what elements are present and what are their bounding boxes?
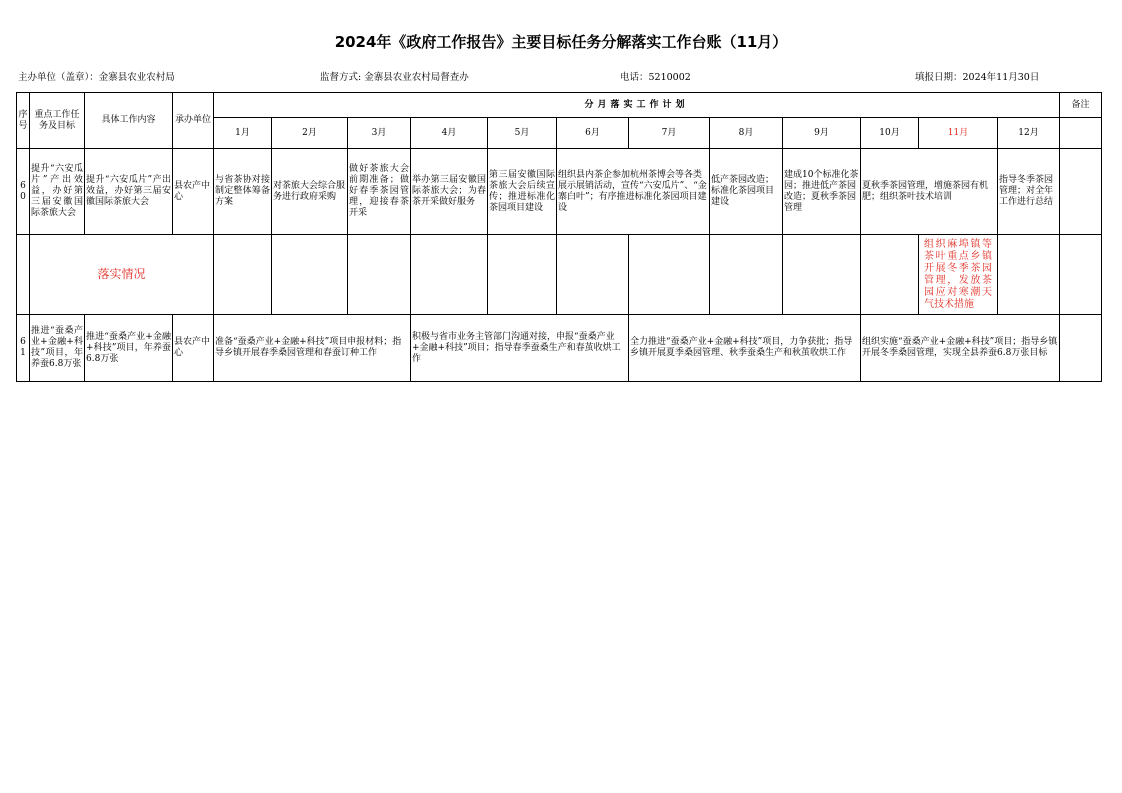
note-cell — [1060, 118, 1102, 149]
row-60-key-task: 提升“六安瓜片”产出效益，办好第三届安徽国际茶旅大会 — [30, 149, 85, 235]
row-60-unit: 县农产中心 — [173, 149, 214, 235]
supervision-method: 监督方式: 金寨县农业农村局督查办 — [320, 72, 469, 83]
header-month-12: 12月 — [998, 118, 1060, 149]
row-60-month-9: 建成10个标准化茶园；推进低产茶园改造；夏秋季茶园管理 — [783, 149, 861, 235]
status-note — [1060, 235, 1102, 315]
status-month-2 — [272, 235, 348, 315]
header-content: 具体工作内容 — [85, 93, 173, 149]
header-key-task: 重点工作任务及目标 — [30, 93, 85, 149]
header-month-1: 1月 — [214, 118, 272, 149]
header-seq: 序号 — [17, 93, 30, 149]
header-month-6: 6月 — [557, 118, 629, 149]
header-month-8: 8月 — [710, 118, 783, 149]
row-61-seq: 61 — [17, 315, 30, 382]
header-month-2: 2月 — [272, 118, 348, 149]
row-60-content: 提升“六安瓜片”产出效益，办好第三届安徽国际茶旅大会 — [85, 149, 173, 235]
row-61-content: 推进“蚕桑产业+金融+科技”项目，年养蚕6.8万张 — [85, 315, 173, 382]
status-month-1 — [214, 235, 272, 315]
header-month-4: 4月 — [411, 118, 488, 149]
row-60-month-6-7: 组织县内茶企参加杭州茶博会等各类展示展销活动，宣传“六安瓜片”、“金寨白叶”；有序推进标准化茶园项目建设 — [557, 149, 710, 235]
row-61-month-1-3: 准备“蚕桑产业+金融+科技”项目申报材料；指导乡镇开展春季桑园管理和春蚕订种工作 — [214, 315, 411, 382]
row-61-unit: 县农产中心 — [173, 315, 214, 382]
row-61-note — [1060, 315, 1102, 382]
row-60-month-4: 举办第三届安徽国际茶旅大会；为春茶开采做好服务 — [411, 149, 488, 235]
header-unit: 承办单位 — [173, 93, 214, 149]
status-month-4 — [411, 235, 488, 315]
status-month-3 — [348, 235, 411, 315]
fill-date: 填报日期：2024年11月30日 — [915, 72, 1040, 83]
status-month-11: 组织麻埠镇等茶叶重点乡镇开展冬季茶园管理，发放茶园应对寒潮天气技术措施 — [919, 235, 998, 315]
row-60-month-8: 低产茶园改造；标准化茶园项目建设 — [710, 149, 783, 235]
row-61-month-4-6: 积极与省市业务主管部门沟通对接，申报“蚕桑产业+金融+科技”项目；指导春季蚕桑生产和春茧收烘工作 — [411, 315, 629, 382]
header-month-5: 5月 — [488, 118, 557, 149]
header-month-3: 3月 — [348, 118, 411, 149]
header-month-11: 11月 — [919, 118, 998, 149]
row-60-month-2: 对茶旅大会综合服务进行政府采购 — [272, 149, 348, 235]
status-month-6 — [557, 235, 629, 315]
row-60-month-5: 第三届安徽国际茶旅大会后续宣传；推进标准化茶园项目建设 — [488, 149, 557, 235]
status-month-8 — [710, 235, 783, 315]
row-60-month-12: 指导冬季茶园管理；对全年工作进行总结 — [998, 149, 1060, 235]
status-month-7 — [629, 235, 710, 315]
status-seq — [17, 235, 30, 315]
status-month-12 — [998, 235, 1060, 315]
header-month-7: 7月 — [629, 118, 710, 149]
status-month-10 — [861, 235, 919, 315]
header-note: 备注 — [1060, 93, 1102, 118]
row-61-month-10-12: 组织实施“蚕桑产业+金融+科技”项目；指导乡镇开展冬季桑园管理，实现全县养蚕6.8万张目标 — [861, 315, 1060, 382]
row-61-key-task: 推进“蚕桑产业+金融+科技”项目，年养蚕6.8万张 — [30, 315, 85, 382]
status-label: 落实情况 — [30, 235, 214, 315]
row-60-month-1: 与省茶协对接制定整体筹备方案 — [214, 149, 272, 235]
row-60-month-10-11: 夏秋季茶园管理，增施茶园有机肥；组织茶叶技术培训 — [861, 149, 998, 235]
row-61-month-7-9: 全力推进“蚕桑产业+金融+科技”项目，力争获批；指导乡镇开展夏季桑园管理、秋季蚕桑生产和秋茧收烘工作 — [629, 315, 861, 382]
header-month-9: 9月 — [783, 118, 861, 149]
row-60-month-3: 做好茶旅大会前期准备；做好春季茶园管理，迎接春茶开采 — [348, 149, 411, 235]
status-month-9 — [783, 235, 861, 315]
phone: 电话：5210002 — [620, 72, 691, 83]
host-unit: 主办单位（盖章）：金寨县农业农村局 — [18, 72, 175, 83]
page-title: 2024年《政府工作报告》主要目标任务分解落实工作台账（11月） — [334, 33, 788, 51]
row-60-seq: 60 — [17, 149, 30, 235]
status-month-5 — [488, 235, 557, 315]
header-plan: 分月落实工作计划 — [214, 93, 1060, 118]
row-60-note — [1060, 149, 1102, 235]
ledger-table — [16, 92, 1102, 382]
header-month-10: 10月 — [861, 118, 919, 149]
